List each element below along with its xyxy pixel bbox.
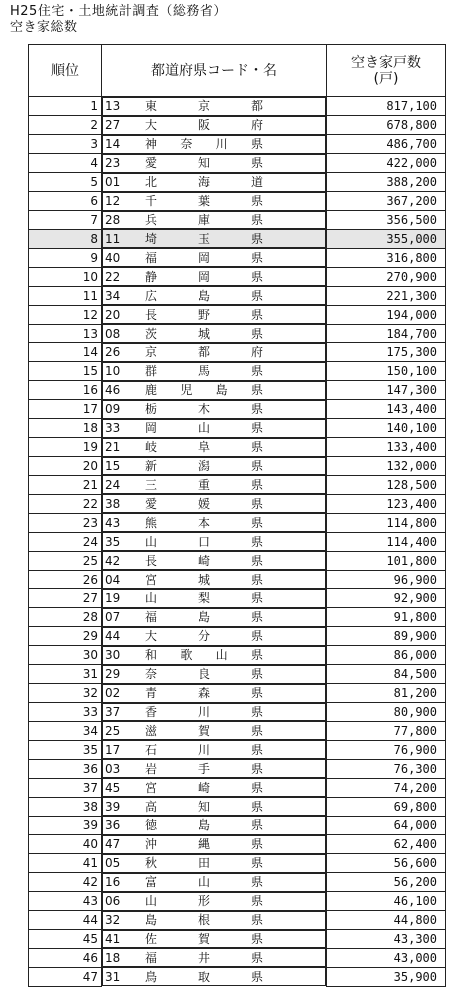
vacant-count-cell: 140,100 <box>327 419 446 438</box>
prefecture-name: 富 山 県 <box>145 875 263 890</box>
prefecture-name: 沖 縄 県 <box>145 837 263 852</box>
prefecture-code: 24 <box>105 477 121 492</box>
table-row <box>29 305 446 324</box>
rank-cell: 29 <box>29 627 102 646</box>
table-row <box>29 665 446 684</box>
prefecture-name: 静 岡 県 <box>145 269 263 284</box>
prefecture-code: 09 <box>105 402 121 417</box>
rank-cell: 2 <box>29 116 102 135</box>
vacant-count-cell: 56,200 <box>327 873 446 892</box>
rank-cell: 20 <box>29 457 102 476</box>
table-row <box>29 627 446 646</box>
table-row <box>29 267 446 286</box>
rank-cell: 1 <box>29 97 102 116</box>
rank-cell: 16 <box>29 381 102 400</box>
prefecture-code: 45 <box>105 780 121 795</box>
prefecture-name: 滋 賀 県 <box>145 723 263 738</box>
prefecture-cell <box>102 135 326 154</box>
rank-cell: 31 <box>29 665 102 684</box>
rank-cell: 21 <box>29 475 102 494</box>
prefecture-name: 長 崎 県 <box>145 553 263 568</box>
table-row <box>29 211 446 230</box>
vacant-count-cell: 76,900 <box>327 740 446 759</box>
table-row <box>29 457 446 476</box>
prefecture-code: 30 <box>105 648 121 663</box>
prefecture-cell <box>102 305 326 324</box>
rank-cell: 3 <box>29 135 102 154</box>
vacant-count-cell: 46,100 <box>327 892 446 911</box>
prefecture-code: 38 <box>105 496 121 511</box>
rank-cell: 17 <box>29 400 102 419</box>
prefecture-name: 群 馬 県 <box>145 364 263 379</box>
vacant-count-cell: 817,100 <box>327 97 446 116</box>
table-row <box>29 154 446 173</box>
rank-cell: 28 <box>29 608 102 627</box>
rank-cell: 32 <box>29 684 102 703</box>
table-row <box>29 286 446 305</box>
prefecture-code: 43 <box>105 515 121 530</box>
rank-cell: 14 <box>29 343 102 362</box>
prefecture-name: 香 川 県 <box>145 704 263 719</box>
vacant-count-header-unit: (戸) <box>373 70 399 87</box>
prefecture-cell <box>102 759 326 778</box>
table-row <box>29 248 446 267</box>
prefecture-name: 福 井 県 <box>145 950 263 965</box>
vacant-count-cell: 367,200 <box>327 192 446 211</box>
prefecture-name: 埼 玉 県 <box>145 231 263 246</box>
vacant-count-header-label: 空き家戸数 <box>351 54 421 71</box>
prefecture-cell <box>102 211 326 230</box>
table-row <box>29 475 446 494</box>
prefecture-name: 高 知 県 <box>145 799 263 814</box>
prefecture-name: 大 阪 府 <box>145 118 263 133</box>
rank-cell: 7 <box>29 211 102 230</box>
prefecture-name: 愛 媛 県 <box>145 496 263 511</box>
prefecture-cell <box>102 703 326 722</box>
table-row <box>29 740 446 759</box>
table-row <box>29 362 446 381</box>
rank-column-header: 順位 <box>29 45 102 97</box>
prefecture-cell <box>102 286 326 305</box>
rank-cell: 9 <box>29 248 102 267</box>
prefecture-cell <box>102 665 326 684</box>
vacant-count-cell: 86,000 <box>327 646 446 665</box>
prefecture-cell <box>102 854 326 873</box>
prefecture-code: 05 <box>105 856 121 871</box>
vacant-count-cell: 74,200 <box>327 778 446 797</box>
prefecture-cell <box>102 930 326 949</box>
rank-cell: 36 <box>29 759 102 778</box>
prefecture-cell <box>102 154 326 173</box>
prefecture-code: 23 <box>105 156 121 171</box>
vacant-count-cell: 101,800 <box>327 551 446 570</box>
table-row <box>29 135 446 154</box>
rank-cell: 6 <box>29 192 102 211</box>
prefecture-name: 島 根 県 <box>145 913 263 928</box>
prefecture-cell <box>102 532 326 551</box>
rank-cell: 5 <box>29 173 102 192</box>
table-row <box>29 551 446 570</box>
vacant-count-cell: 132,000 <box>327 457 446 476</box>
prefecture-cell <box>102 381 326 400</box>
prefecture-code: 14 <box>105 137 121 152</box>
prefecture-cell <box>102 646 326 665</box>
prefecture-name: 千 葉 県 <box>145 194 263 209</box>
prefecture-name: 京 都 府 <box>145 345 263 360</box>
table-row <box>29 532 446 551</box>
vacant-count-cell: 175,300 <box>327 343 446 362</box>
table-row <box>29 759 446 778</box>
prefecture-code: 35 <box>105 534 121 549</box>
prefecture-code: 07 <box>105 610 121 625</box>
prefecture-name: 福 島 県 <box>145 610 263 625</box>
table-row <box>29 948 446 967</box>
table-row <box>29 324 446 343</box>
table-row <box>29 343 446 362</box>
prefecture-code: 18 <box>105 950 121 965</box>
prefecture-cell <box>102 343 326 362</box>
prefecture-name: 青 森 県 <box>145 686 263 701</box>
vacant-count-cell: 316,800 <box>327 248 446 267</box>
vacant-count-cell: 128,500 <box>327 475 446 494</box>
vacant-count-cell: 356,500 <box>327 211 446 230</box>
vacant-count-cell: 221,300 <box>327 286 446 305</box>
rank-cell: 47 <box>29 967 102 986</box>
vacant-count-cell: 91,800 <box>327 608 446 627</box>
table-row <box>29 400 446 419</box>
vacant-count-cell: 147,300 <box>327 381 446 400</box>
prefecture-code: 13 <box>105 99 121 114</box>
table-row <box>29 116 446 135</box>
table-row <box>29 703 446 722</box>
prefecture-name: 大 分 県 <box>145 629 263 644</box>
prefecture-code: 40 <box>105 250 121 265</box>
prefecture-cell <box>102 570 326 589</box>
prefecture-code: 32 <box>105 913 121 928</box>
prefecture-name: 岡 山 県 <box>145 421 263 436</box>
table-row <box>29 438 446 457</box>
prefecture-cell <box>102 740 326 759</box>
vacant-count-cell: 62,400 <box>327 835 446 854</box>
prefecture-code: 37 <box>105 704 121 719</box>
prefecture-code: 47 <box>105 837 121 852</box>
rank-cell: 13 <box>29 324 102 343</box>
table-row <box>29 589 446 608</box>
table-subtitle: 空き家総数 <box>10 20 78 35</box>
prefecture-cell <box>102 438 326 457</box>
prefecture-name: 山 形 県 <box>145 894 263 909</box>
table-row <box>29 873 446 892</box>
table-row <box>29 930 446 949</box>
table-row <box>29 854 446 873</box>
vacant-count-cell: 64,000 <box>327 816 446 835</box>
prefecture-name: 茨 城 県 <box>145 326 263 341</box>
prefecture-cell <box>102 97 326 116</box>
prefecture-code: 44 <box>105 629 121 644</box>
vacant-count-cell: 77,800 <box>327 721 446 740</box>
rank-cell: 11 <box>29 286 102 305</box>
prefecture-code: 39 <box>105 799 121 814</box>
prefecture-code: 27 <box>105 118 121 133</box>
prefecture-cell <box>102 457 326 476</box>
prefecture-code: 06 <box>105 894 121 909</box>
rank-cell: 33 <box>29 703 102 722</box>
prefecture-cell <box>102 721 326 740</box>
prefecture-code: 01 <box>105 175 121 190</box>
rank-cell: 45 <box>29 930 102 949</box>
table-row <box>29 494 446 513</box>
rank-cell: 44 <box>29 911 102 930</box>
table-row <box>29 797 446 816</box>
prefecture-code: 15 <box>105 458 121 473</box>
prefecture-name: 神 奈 川 県 <box>145 137 263 152</box>
prefecture-code: 17 <box>105 742 121 757</box>
rank-cell: 24 <box>29 532 102 551</box>
vacant-count-cell: 80,900 <box>327 703 446 722</box>
prefecture-name: 岩 手 県 <box>145 761 263 776</box>
vacant-count-column-header <box>327 45 446 97</box>
prefecture-cell <box>102 835 326 854</box>
table-row <box>29 97 446 116</box>
prefecture-code: 33 <box>105 421 121 436</box>
prefecture-code: 31 <box>105 969 121 984</box>
prefecture-code: 12 <box>105 194 121 209</box>
prefecture-code: 42 <box>105 553 121 568</box>
prefecture-cell <box>102 911 326 930</box>
prefecture-cell <box>102 400 326 419</box>
table-row <box>29 911 446 930</box>
table-row <box>29 419 446 438</box>
prefecture-code: 08 <box>105 326 121 341</box>
table-body <box>29 97 446 987</box>
prefecture-code: 10 <box>105 364 121 379</box>
table-row <box>29 684 446 703</box>
prefecture-name: 鹿 児 島 県 <box>145 383 263 398</box>
table-row <box>29 721 446 740</box>
vacant-count-cell: 89,900 <box>327 627 446 646</box>
table-row <box>29 192 446 211</box>
prefecture-name: 奈 良 県 <box>145 667 263 682</box>
vacant-count-cell: 114,400 <box>327 532 446 551</box>
vacant-count-cell: 150,100 <box>327 362 446 381</box>
prefecture-cell <box>102 494 326 513</box>
prefecture-code: 20 <box>105 307 121 322</box>
prefecture-name: 山 口 県 <box>145 534 263 549</box>
prefecture-name: 宮 城 県 <box>145 572 263 587</box>
prefecture-cell <box>102 948 326 967</box>
prefecture-code: 03 <box>105 761 121 776</box>
vacant-count-cell: 143,400 <box>327 400 446 419</box>
vacant-count-cell: 84,500 <box>327 665 446 684</box>
prefecture-code: 34 <box>105 288 121 303</box>
rank-cell: 35 <box>29 740 102 759</box>
rank-cell: 42 <box>29 873 102 892</box>
prefecture-cell <box>102 192 326 211</box>
vacant-count-cell: 43,000 <box>327 948 446 967</box>
table-row <box>29 513 446 532</box>
prefecture-name: 宮 崎 県 <box>145 780 263 795</box>
table-row <box>29 608 446 627</box>
vacant-count-cell: 96,900 <box>327 570 446 589</box>
prefecture-code: 16 <box>105 875 121 890</box>
rank-cell: 18 <box>29 419 102 438</box>
table-header-row <box>29 45 446 97</box>
prefecture-name: 岐 阜 県 <box>145 440 263 455</box>
vacant-houses-table <box>28 44 446 987</box>
table-row <box>29 646 446 665</box>
rank-cell: 40 <box>29 835 102 854</box>
table-row <box>29 229 446 248</box>
prefecture-name: 熊 本 県 <box>145 515 263 530</box>
vacant-count-cell: 194,000 <box>327 305 446 324</box>
vacant-count-cell: 270,900 <box>327 267 446 286</box>
rank-cell: 4 <box>29 154 102 173</box>
prefecture-cell <box>102 816 326 835</box>
prefecture-cell <box>102 873 326 892</box>
prefecture-cell <box>102 967 326 986</box>
vacant-count-cell: 355,000 <box>327 229 446 248</box>
prefecture-cell <box>102 248 326 267</box>
prefecture-name: 山 梨 県 <box>145 591 263 606</box>
rank-cell: 37 <box>29 778 102 797</box>
vacant-count-cell: 81,200 <box>327 684 446 703</box>
table-row <box>29 570 446 589</box>
prefecture-cell <box>102 229 326 248</box>
table-row <box>29 381 446 400</box>
prefecture-name: 和 歌 山 県 <box>145 648 263 663</box>
prefecture-cell <box>102 475 326 494</box>
prefecture-cell <box>102 116 326 135</box>
prefecture-code: 11 <box>105 231 121 246</box>
prefecture-code: 36 <box>105 818 121 833</box>
vacant-count-cell: 69,800 <box>327 797 446 816</box>
prefecture-column-header: 都道府県コード・名 <box>102 45 327 97</box>
vacant-count-cell: 43,300 <box>327 930 446 949</box>
vacant-count-cell: 422,000 <box>327 154 446 173</box>
vacant-count-cell: 44,800 <box>327 911 446 930</box>
prefecture-name: 栃 木 県 <box>145 402 263 417</box>
rank-cell: 26 <box>29 570 102 589</box>
prefecture-cell <box>102 419 326 438</box>
prefecture-cell <box>102 589 326 608</box>
prefecture-cell <box>102 778 326 797</box>
vacant-count-cell: 123,400 <box>327 494 446 513</box>
prefecture-cell <box>102 362 326 381</box>
rank-cell: 46 <box>29 948 102 967</box>
rank-cell: 39 <box>29 816 102 835</box>
rank-cell: 25 <box>29 551 102 570</box>
prefecture-name: 佐 賀 県 <box>145 932 263 947</box>
table-row <box>29 816 446 835</box>
rank-cell: 8 <box>29 229 102 248</box>
prefecture-code: 46 <box>105 383 121 398</box>
vacant-count-cell: 678,800 <box>327 116 446 135</box>
prefecture-code: 25 <box>105 723 121 738</box>
table-row <box>29 173 446 192</box>
prefecture-cell <box>102 324 326 343</box>
prefecture-name: 石 川 県 <box>145 742 263 757</box>
prefecture-cell <box>102 267 326 286</box>
table-row <box>29 892 446 911</box>
prefecture-name: 北 海 道 <box>145 175 263 190</box>
rank-cell: 10 <box>29 267 102 286</box>
rank-cell: 34 <box>29 721 102 740</box>
prefecture-name: 鳥 取 県 <box>145 969 263 984</box>
prefecture-name: 三 重 県 <box>145 477 263 492</box>
prefecture-code: 04 <box>105 572 121 587</box>
vacant-count-cell: 114,800 <box>327 513 446 532</box>
table-row <box>29 778 446 797</box>
vacant-count-cell: 388,200 <box>327 173 446 192</box>
prefecture-code: 19 <box>105 591 121 606</box>
prefecture-name: 兵 庫 県 <box>145 212 263 227</box>
table-row <box>29 967 446 986</box>
prefecture-code: 26 <box>105 345 121 360</box>
vacant-count-cell: 486,700 <box>327 135 446 154</box>
prefecture-code: 21 <box>105 440 121 455</box>
prefecture-cell <box>102 627 326 646</box>
prefecture-name: 新 潟 県 <box>145 458 263 473</box>
prefecture-code: 28 <box>105 212 121 227</box>
prefecture-code: 41 <box>105 932 121 947</box>
prefecture-cell <box>102 608 326 627</box>
vacant-count-cell: 56,600 <box>327 854 446 873</box>
vacant-count-cell: 35,900 <box>327 967 446 986</box>
prefecture-code: 29 <box>105 667 121 682</box>
prefecture-cell <box>102 173 326 192</box>
rank-cell: 15 <box>29 362 102 381</box>
rank-cell: 41 <box>29 854 102 873</box>
prefecture-name: 福 岡 県 <box>145 250 263 265</box>
rank-cell: 30 <box>29 646 102 665</box>
prefecture-cell <box>102 513 326 532</box>
prefecture-name: 広 島 県 <box>145 288 263 303</box>
rank-cell: 19 <box>29 438 102 457</box>
vacant-count-cell: 133,400 <box>327 438 446 457</box>
prefecture-cell <box>102 551 326 570</box>
rank-cell: 23 <box>29 513 102 532</box>
prefecture-cell <box>102 797 326 816</box>
prefecture-name: 秋 田 県 <box>145 856 263 871</box>
table-row <box>29 835 446 854</box>
prefecture-name: 長 野 県 <box>145 307 263 322</box>
rank-cell: 12 <box>29 305 102 324</box>
vacant-count-cell: 76,300 <box>327 759 446 778</box>
rank-cell: 38 <box>29 797 102 816</box>
prefecture-name: 東 京 都 <box>145 99 263 114</box>
prefecture-name: 愛 知 県 <box>145 156 263 171</box>
vacant-count-cell: 184,700 <box>327 324 446 343</box>
survey-title: H25住宅・土地統計調査（総務省） <box>10 4 227 19</box>
prefecture-cell <box>102 684 326 703</box>
rank-cell: 43 <box>29 892 102 911</box>
prefecture-name: 徳 島 県 <box>145 818 263 833</box>
rank-cell: 27 <box>29 589 102 608</box>
vacant-count-cell: 92,900 <box>327 589 446 608</box>
rank-cell: 22 <box>29 494 102 513</box>
prefecture-code: 22 <box>105 269 121 284</box>
prefecture-code: 02 <box>105 686 121 701</box>
prefecture-cell <box>102 892 326 911</box>
